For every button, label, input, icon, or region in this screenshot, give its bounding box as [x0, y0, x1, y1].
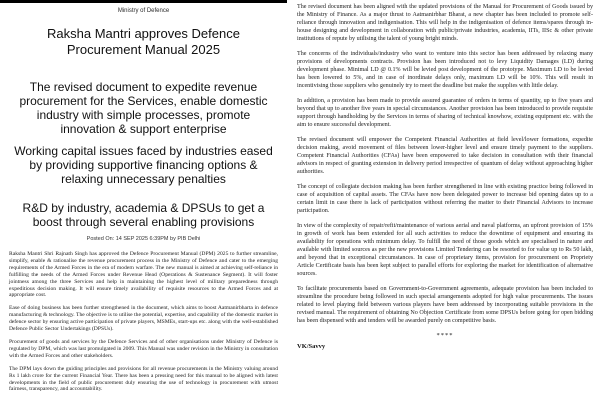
subtitle-rd-boost: R&D by industry, academia & DPSUs to get a boost through several enabling provisions [22, 201, 265, 229]
right-column [287, 0, 600, 400]
body-paragraph: Ease of doing business has been further strengthened in the document, which aims to boost Aatmanirbharta in defence manufacturing & technology. The objective is to utilise the potential, expertise, and capability of the domestic market in defence sector by ensuring active participation of private players, MSMEs, start-ups etc. along with the well-established Defence Public Sector Undertakings (DPSUs). [9, 305, 278, 333]
subtitle-working-capital: Working capital issues faced by industries eased by providing supportive financing options & relaxing unnecessary penalties [14, 144, 273, 186]
body-paragraph: In addition, a provision has been made to provide assured guarantee of orders in terms of quantity, up to five years and beyond that up to another five years in special circumstances. Another provision has been introduced to provide requisite support through handholding by the Services in terms of sharing of technical knowhow, existing equipment etc. with the aim to ensure successful development. [297, 98, 593, 128]
posted-on-line: Posted On: 14 SEP 2025 6:39PM by PIB Delhi [86, 236, 201, 242]
body-paragraph: The DPM lays down the guiding principles and provisions for all revenue procurements in the Ministry valuing around Rs 1 lakh crore for the current Financial Year. There has been a pressing need for this manual to be aligned with latest developments in the field of public procurement duly ensuring the use of technology in procurement with utmost fairness, transparency, and accountability. [9, 365, 278, 393]
signoff: VK/Savvy [297, 343, 326, 350]
body-paragraph: Raksha Mantri Shri Rajnath Singh has approved the Defence Procurement Manual (DPM) 2025 to further streamline, simplify, enable & rationalise the revenue procurement process in the Ministry of Defence and cater to the emerging requirements of the Armed Forces in the era of modern warfare. The new manual is aimed at achieving self-reliance in fulfilling the needs of the Armed Forces under Revenue Head (Operations & Sustenance Segment). It will foster jointness among the three Services and help in maintaining the highest level of military preparedness through expeditious decision making. It will ensure timely availability of requisite resources to the Armed Forces and at appropriate cost. [9, 251, 278, 299]
asterisk-separator: **** [436, 332, 454, 339]
body-paragraph: The revised document has been aligned with the updated provisions of the Manual for Procurement of Goods issued by the Ministry of Finance. As a major thrust to Aatmanirbhar Bharat, a new chapter has been included to promote self-reliance through innovation and indigenisation. This will help in the indigenisation of defence items/spares through in-house designing and development in collaboration with public/private industries, academia, IITs, IISc & other private institutions of repute by utilising the talent of young bright minds. [297, 4, 593, 42]
body-paragraph: The concerns of the individuals/industry who want to venture into this sector has been addressed by relaxing many provisions of developments contracts. Provision has been introduced not to levy Liquidity Damages (LD) during development phase. Minimal LD @ 0.1% will be levied post development of the prototype. Maximum LD to be levied has been lowered to 5%, and in case of inordinate delays only, maximum LD will be 10%. This will result in incentivising those suppliers who genuinely try to meet the deadline but make the supplies with little delay. [297, 51, 593, 89]
body-paragraph: The revised document will empower the Competent Financial Authorities at field level/lower formations, expedite decision making, avoid movement of files between lower-higher level and ensure timely payment to the suppliers. Competent Financial Authorities (CFAs) have been empowered to take decision in consultation with their financial advisors in respect of granting extension in delivery period irrespective of quantum of delay without approaching higher authorities. [297, 137, 593, 175]
body-paragraph: In view of the complexity of repair/refit/maintenance of various aerial and naval platforms, an upfront provision of 15% in growth of work has been extended for all such activities to reduce the downtime of equipment and ensuring its availability for operations with minimum delay. To fulfill the need of those goods which are specialised in nature and available with limited sources as per the new provisions Limited Tendering can be resorted to for value up to Rs 50 lakh, and beyond that in exceptional circumstances. In case of proprietary items, provision for procurement on Propriety Article Certificate basis has been kept subject to parallel efforts for exploring the market for identification of alternative sources. [297, 223, 593, 277]
subtitle-revenue-procurement: The revised document to expedite revenue procurement for the Services, enable domestic industry with simple processes, promote innovation & support enterprise [19, 80, 268, 136]
left-column [0, 0, 287, 400]
left-column-content [0, 8, 287, 393]
body-paragraph: To facilitate procurements based on Government-to-Government agreements, adequate provision has been included to streamline the procedure being followed in such special arrangements adopted for high value procurements. The issues related to level playing field between various players have been addressed by incorporating suitable provisions in the revised manual. The requirement of obtaining No Objection Certificate from some DPSUs before going for open bidding has been dispensed with and tenders will be awarded purely on competitive basis. [297, 286, 593, 324]
body-paragraph: The concept of collegiate decision making has been further strengthened in line with existing practice being followed in case of acquisition of capital assets. The CFAs have now been delegated power to increase bid opening dates up to a certain limit in case there is lack of participation without referring the matter to their Financial Advisors to increase participation. [297, 184, 593, 214]
page-title: Raksha Mantri approves Defence Procurement Manual 2025 [47, 26, 240, 57]
top-rule [0, 0, 287, 3]
body-paragraph: Procurement of goods and services by the Defence Services and of other organisations under Ministry of Defence is regulated by DPM, which was last promulgated in 2009. This Manual was under revision in the Ministry in consultation with the Armed Forces and other stakeholders. [9, 338, 278, 359]
ministry-label: Ministry of Defence [117, 8, 170, 14]
